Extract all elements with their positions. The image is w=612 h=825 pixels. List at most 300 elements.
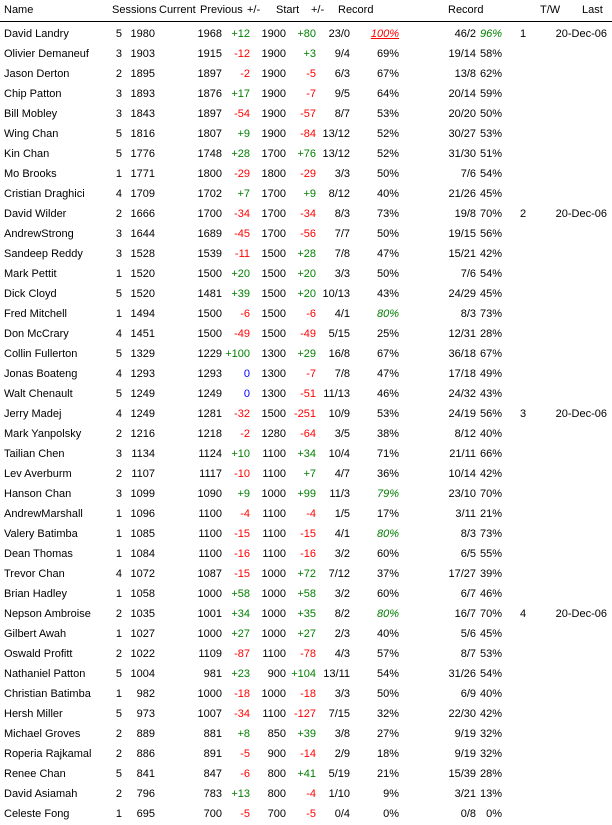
record-total-cell: 10/14	[448, 468, 476, 480]
table-row	[0, 645, 612, 665]
player-name: AndrewStrong	[4, 228, 74, 240]
start-rating-cell: 1000	[261, 588, 286, 600]
delta-previous-cell: +58	[231, 588, 250, 600]
percent-total-cell: 40%	[479, 688, 502, 700]
player-name: Nathaniel Patton	[4, 668, 86, 680]
start-rating-cell: 1500	[261, 248, 286, 260]
delta-start-cell: +28	[297, 248, 316, 260]
percent-cell: 25%	[376, 328, 399, 340]
player-name: Wing Chan	[4, 128, 59, 140]
percent-total-cell: 42%	[479, 248, 502, 260]
delta-start-cell: -56	[300, 228, 316, 240]
current-rating-cell: 1520	[130, 268, 155, 280]
sessions-cell: 5	[115, 768, 122, 780]
delta-start-cell: +58	[297, 588, 316, 600]
sessions-cell: 3	[115, 248, 122, 260]
delta-start-cell: +35	[297, 608, 316, 620]
percent-total-cell: 42%	[479, 468, 502, 480]
previous-rating-cell: 1897	[197, 68, 222, 80]
percent-cell: 80%	[376, 528, 399, 540]
delta-previous-cell: -2	[240, 428, 250, 440]
table-row	[0, 465, 612, 485]
player-name: Sandeep Reddy	[4, 248, 83, 260]
percent-total-cell: 54%	[479, 168, 502, 180]
record-cell: 4/7	[334, 468, 350, 480]
record-cell: 7/8	[334, 248, 350, 260]
percent-cell: 40%	[376, 188, 399, 200]
current-rating-cell: 796	[136, 788, 155, 800]
start-rating-cell: 1300	[261, 388, 286, 400]
record-cell: 13/11	[323, 668, 350, 680]
start-rating-cell: 700	[267, 808, 286, 820]
percent-cell: 80%	[376, 308, 399, 320]
delta-start-cell: -14	[300, 748, 316, 760]
sessions-cell: 1	[115, 588, 122, 600]
table-row	[0, 245, 612, 265]
record-total-cell: 20/14	[448, 88, 476, 100]
record-total-cell: 31/30	[448, 148, 476, 160]
record-total-cell: 8/3	[460, 528, 476, 540]
current-rating-cell: 1644	[130, 228, 155, 240]
record-cell: 10/4	[328, 448, 350, 460]
sessions-cell: 1	[115, 508, 122, 520]
delta-previous-cell: 0	[243, 368, 250, 380]
previous-rating-cell: 1281	[197, 408, 222, 420]
previous-rating-cell: 1001	[197, 608, 222, 620]
percent-total-cell: 70%	[479, 208, 502, 220]
table-row	[0, 425, 612, 445]
player-name: David Wilder	[4, 208, 67, 220]
previous-rating-cell: 1000	[197, 688, 222, 700]
start-rating-cell: 1100	[262, 508, 286, 520]
table-row	[0, 165, 612, 185]
player-name: Brian Hadley	[4, 588, 67, 600]
last-date-cell: 20-Dec-06	[555, 208, 607, 220]
current-rating-cell: 1004	[130, 668, 155, 680]
record-total-cell: 3/21	[454, 788, 476, 800]
record-cell: 4/1	[334, 528, 350, 540]
table-row	[0, 785, 612, 805]
sessions-cell: 5	[115, 708, 122, 720]
table-row	[0, 125, 612, 145]
delta-previous-cell: -2	[240, 68, 250, 80]
percent-cell: 60%	[376, 548, 399, 560]
current-rating-cell: 1134	[131, 448, 155, 460]
header-previous: Previous	[200, 4, 243, 16]
record-cell: 0/4	[334, 808, 350, 820]
start-rating-cell: 1700	[261, 148, 286, 160]
table-row	[0, 545, 612, 565]
sessions-cell: 5	[115, 348, 122, 360]
start-rating-cell: 1500	[261, 328, 286, 340]
sessions-cell: 1	[115, 308, 122, 320]
percent-cell: 79%	[376, 488, 399, 500]
player-name: Valery Batimba	[4, 528, 78, 540]
start-rating-cell: 1280	[261, 428, 286, 440]
previous-rating-cell: 1702	[197, 188, 222, 200]
table-row	[0, 25, 612, 45]
record-cell: 10/9	[328, 408, 350, 420]
percent-total-cell: 62%	[479, 68, 502, 80]
sessions-cell: 1	[115, 548, 122, 560]
header-tw: T/W	[540, 4, 561, 16]
delta-start-cell: -16	[300, 548, 316, 560]
record-cell: 8/3	[334, 208, 350, 220]
previous-rating-cell: 1500	[197, 328, 222, 340]
start-rating-cell: 1700	[261, 228, 286, 240]
sessions-cell: 4	[115, 408, 122, 420]
player-name: David Asiamah	[4, 788, 78, 800]
delta-previous-cell: -34	[234, 208, 250, 220]
current-rating-cell: 889	[136, 728, 155, 740]
player-name: Chip Patton	[4, 88, 62, 100]
delta-previous-cell: -34	[234, 708, 250, 720]
start-rating-cell: 1700	[261, 188, 286, 200]
record-cell: 3/3	[334, 688, 350, 700]
delta-previous-cell: +28	[231, 148, 250, 160]
delta-previous-cell: +9	[237, 128, 250, 140]
start-rating-cell: 1100	[262, 468, 286, 480]
player-name: Mo Brooks	[4, 168, 57, 180]
sessions-cell: 1	[115, 628, 122, 640]
delta-start-cell: -84	[300, 128, 316, 140]
percent-total-cell: 56%	[479, 228, 502, 240]
start-rating-cell: 800	[267, 768, 286, 780]
current-rating-cell: 1027	[130, 628, 155, 640]
record-total-cell: 8/3	[460, 308, 476, 320]
percent-cell: 37%	[376, 568, 399, 580]
sessions-cell: 5	[115, 28, 122, 40]
percent-total-cell: 54%	[479, 668, 502, 680]
player-name: Don McCrary	[4, 328, 69, 340]
percent-cell: 53%	[376, 408, 399, 420]
percent-cell: 57%	[376, 648, 399, 660]
current-rating-cell: 1771	[130, 168, 155, 180]
record-total-cell: 30/27	[448, 128, 476, 140]
delta-start-cell: +29	[297, 348, 316, 360]
record-cell: 4/1	[334, 308, 350, 320]
delta-start-cell: +39	[297, 728, 316, 740]
record-total-cell: 23/10	[448, 488, 476, 500]
sessions-cell: 2	[115, 608, 122, 620]
record-total-cell: 19/15	[448, 228, 476, 240]
percent-cell: 50%	[376, 268, 399, 280]
table-row	[0, 565, 612, 585]
percent-cell: 71%	[376, 448, 399, 460]
player-name: Renee Chan	[4, 768, 66, 780]
player-name: Christian Batimba	[4, 688, 91, 700]
record-total-cell: 31/26	[448, 668, 476, 680]
current-rating-cell: 695	[136, 808, 155, 820]
start-rating-cell: 850	[267, 728, 286, 740]
percent-cell: 50%	[376, 168, 399, 180]
table-row	[0, 585, 612, 605]
player-name: Gilbert Awah	[4, 628, 67, 640]
previous-rating-cell: 1500	[197, 308, 222, 320]
start-rating-cell: 1100	[262, 648, 286, 660]
percent-cell: 80%	[376, 608, 399, 620]
sessions-cell: 4	[115, 188, 122, 200]
percent-total-cell: 32%	[479, 748, 502, 760]
tw-cell: 3	[520, 408, 527, 420]
delta-start-cell: +27	[297, 628, 316, 640]
record-total-cell: 6/7	[460, 588, 476, 600]
percent-total-cell: 45%	[479, 628, 502, 640]
previous-rating-cell: 1229	[197, 348, 222, 360]
table-row	[0, 265, 612, 285]
sessions-cell: 2	[115, 788, 122, 800]
percent-total-cell: 53%	[479, 648, 502, 660]
table-row	[0, 325, 612, 345]
player-name: Collin Fullerton	[4, 348, 78, 360]
record-total-cell: 0/8	[460, 808, 476, 820]
delta-previous-cell: +100	[225, 348, 250, 360]
sessions-cell: 1	[115, 688, 122, 700]
percent-total-cell: 66%	[479, 448, 502, 460]
start-rating-cell: 1900	[261, 88, 286, 100]
percent-cell: 50%	[376, 228, 399, 240]
percent-cell: 67%	[376, 348, 399, 360]
previous-rating-cell: 1968	[197, 28, 222, 40]
table-row	[0, 605, 612, 625]
record-total-cell: 12/31	[448, 328, 476, 340]
player-name: Olivier Demaneuf	[4, 48, 89, 60]
previous-rating-cell: 1293	[197, 368, 222, 380]
sessions-cell: 4	[115, 328, 122, 340]
delta-previous-cell: -29	[234, 168, 250, 180]
record-cell: 6/3	[334, 68, 350, 80]
delta-previous-cell: -11	[234, 248, 250, 260]
current-rating-cell: 1099	[130, 488, 155, 500]
sessions-cell: 5	[115, 128, 122, 140]
current-rating-cell: 1084	[130, 548, 155, 560]
percent-cell: 27%	[376, 728, 399, 740]
current-rating-cell: 1329	[130, 348, 155, 360]
delta-previous-cell: -10	[234, 468, 250, 480]
current-rating-cell: 1895	[130, 68, 155, 80]
current-rating-cell: 1843	[130, 108, 155, 120]
percent-total-cell: 51%	[479, 148, 502, 160]
ratings-table-body	[0, 25, 612, 825]
record-cell: 13/12	[322, 148, 350, 160]
record-total-cell: 9/19	[454, 728, 476, 740]
table-row	[0, 65, 612, 85]
percent-total-cell: 55%	[479, 548, 502, 560]
delta-start-cell: -15	[300, 528, 316, 540]
delta-start-cell: -7	[306, 88, 316, 100]
player-name: Michael Groves	[4, 728, 81, 740]
sessions-cell: 2	[115, 748, 122, 760]
previous-rating-cell: 1807	[197, 128, 222, 140]
start-rating-cell: 1000	[261, 568, 286, 580]
player-name: Nepson Ambroise	[4, 608, 91, 620]
player-name: Hanson Chan	[4, 488, 72, 500]
record-total-cell: 8/7	[460, 648, 476, 660]
record-cell: 3/2	[334, 588, 350, 600]
percent-cell: 100%	[370, 28, 399, 40]
start-rating-cell: 1700	[261, 208, 286, 220]
percent-total-cell: 45%	[479, 188, 502, 200]
table-row	[0, 105, 612, 125]
previous-rating-cell: 1481	[197, 288, 222, 300]
table-row	[0, 205, 612, 225]
delta-previous-cell: +23	[231, 668, 250, 680]
sessions-cell: 3	[115, 48, 122, 60]
header-last: Last	[582, 4, 603, 16]
previous-rating-cell: 847	[203, 768, 222, 780]
record-cell: 3/3	[334, 268, 350, 280]
record-cell: 7/15	[328, 708, 350, 720]
delta-previous-cell: +34	[231, 608, 250, 620]
table-row	[0, 145, 612, 165]
sessions-cell: 2	[115, 728, 122, 740]
previous-rating-cell: 1124	[198, 448, 222, 460]
previous-rating-cell: 1539	[197, 248, 222, 260]
start-rating-cell: 1500	[261, 308, 286, 320]
record-cell: 8/7	[334, 108, 350, 120]
current-rating-cell: 1293	[130, 368, 155, 380]
previous-rating-cell: 1700	[197, 208, 222, 220]
delta-previous-cell: -5	[240, 808, 250, 820]
start-rating-cell: 1000	[261, 488, 286, 500]
current-rating-cell: 886	[136, 748, 155, 760]
sessions-cell: 3	[115, 88, 122, 100]
sessions-cell: 3	[115, 228, 122, 240]
record-total-cell: 21/26	[448, 188, 476, 200]
percent-total-cell: 13%	[479, 788, 502, 800]
sessions-cell: 1	[115, 268, 122, 280]
sessions-cell: 2	[115, 648, 122, 660]
start-rating-cell: 1800	[261, 168, 286, 180]
percent-total-cell: 42%	[479, 708, 502, 720]
percent-total-cell: 50%	[479, 108, 502, 120]
record-total-cell: 15/21	[448, 248, 476, 260]
header-delta-previous: +/-	[247, 4, 261, 16]
start-rating-cell: 1900	[261, 128, 286, 140]
record-cell: 2/9	[334, 748, 350, 760]
header-record: Record	[338, 4, 374, 16]
percent-total-cell: 28%	[479, 768, 502, 780]
current-rating-cell: 1528	[130, 248, 155, 260]
table-row	[0, 665, 612, 685]
percent-cell: 52%	[376, 128, 399, 140]
tw-cell: 1	[520, 28, 527, 40]
delta-start-cell: -5	[306, 68, 316, 80]
table-row	[0, 185, 612, 205]
previous-rating-cell: 1090	[197, 488, 222, 500]
record-total-cell: 8/12	[454, 428, 476, 440]
record-cell: 3/2	[334, 548, 350, 560]
delta-start-cell: -6	[306, 308, 316, 320]
percent-cell: 17%	[376, 508, 399, 520]
sessions-cell: 5	[115, 288, 122, 300]
delta-previous-cell: +17	[231, 88, 250, 100]
player-name: Lev Averburm	[4, 468, 72, 480]
player-name: Roperia Rajkamal	[4, 748, 92, 760]
start-rating-cell: 800	[267, 788, 286, 800]
record-cell: 1/5	[334, 508, 350, 520]
previous-rating-cell: 1100	[198, 548, 222, 560]
percent-cell: 9%	[383, 788, 399, 800]
start-rating-cell: 1100	[262, 708, 286, 720]
current-rating-cell: 1058	[130, 588, 155, 600]
delta-start-cell: -29	[300, 168, 316, 180]
delta-start-cell: -7	[306, 368, 316, 380]
record-total-cell: 24/19	[448, 408, 476, 420]
record-cell: 10/13	[322, 288, 350, 300]
header-sessions: Sessions	[112, 4, 157, 16]
current-rating-cell: 1980	[130, 28, 155, 40]
percent-total-cell: 67%	[479, 348, 502, 360]
delta-previous-cell: -15	[234, 568, 250, 580]
delta-previous-cell: +7	[237, 188, 250, 200]
record-cell: 23/0	[328, 28, 350, 40]
current-rating-cell: 1903	[130, 48, 155, 60]
delta-start-cell: +7	[303, 468, 316, 480]
previous-rating-cell: 881	[203, 728, 222, 740]
record-cell: 5/19	[328, 768, 350, 780]
previous-rating-cell: 1689	[197, 228, 222, 240]
table-row	[0, 625, 612, 645]
percent-cell: 40%	[376, 628, 399, 640]
current-rating-cell: 1022	[130, 648, 155, 660]
record-total-cell: 16/7	[454, 608, 476, 620]
percent-cell: 46%	[376, 388, 399, 400]
player-name: Tailian Chen	[4, 448, 65, 460]
table-row	[0, 485, 612, 505]
percent-total-cell: 54%	[479, 268, 502, 280]
sessions-cell: 2	[115, 208, 122, 220]
current-rating-cell: 1085	[130, 528, 155, 540]
percent-total-cell: 0%	[486, 808, 502, 820]
sessions-cell: 2	[115, 468, 122, 480]
delta-start-cell: -78	[300, 648, 316, 660]
player-name: Hersh Miller	[4, 708, 63, 720]
percent-total-cell: 53%	[479, 128, 502, 140]
delta-previous-cell: +10	[231, 448, 250, 460]
sessions-cell: 3	[115, 448, 122, 460]
table-row	[0, 345, 612, 365]
current-rating-cell: 1494	[130, 308, 155, 320]
percent-cell: 0%	[383, 808, 399, 820]
previous-rating-cell: 1100	[198, 508, 222, 520]
start-rating-cell: 1900	[261, 68, 286, 80]
record-total-cell: 24/29	[448, 288, 476, 300]
tw-cell: 2	[520, 208, 527, 220]
current-rating-cell: 982	[136, 688, 155, 700]
record-cell: 3/3	[334, 168, 350, 180]
current-rating-cell: 1451	[130, 328, 155, 340]
delta-previous-cell: +12	[231, 28, 250, 40]
player-name: Dean Thomas	[4, 548, 73, 560]
delta-start-cell: +3	[303, 48, 316, 60]
player-name: AndrewMarshall	[4, 508, 83, 520]
previous-rating-cell: 1748	[197, 148, 222, 160]
percent-cell: 43%	[376, 288, 399, 300]
table-row	[0, 305, 612, 325]
current-rating-cell: 1249	[130, 388, 155, 400]
header-delta-start: +/-	[311, 4, 325, 16]
delta-start-cell: -57	[300, 108, 316, 120]
delta-previous-cell: -15	[234, 528, 250, 540]
delta-start-cell: -34	[300, 208, 316, 220]
delta-previous-cell: +27	[231, 628, 250, 640]
start-rating-cell: 1100	[262, 448, 286, 460]
sessions-cell: 1	[115, 528, 122, 540]
delta-previous-cell: -6	[240, 308, 250, 320]
percent-cell: 73%	[376, 208, 399, 220]
sessions-cell: 2	[115, 68, 122, 80]
